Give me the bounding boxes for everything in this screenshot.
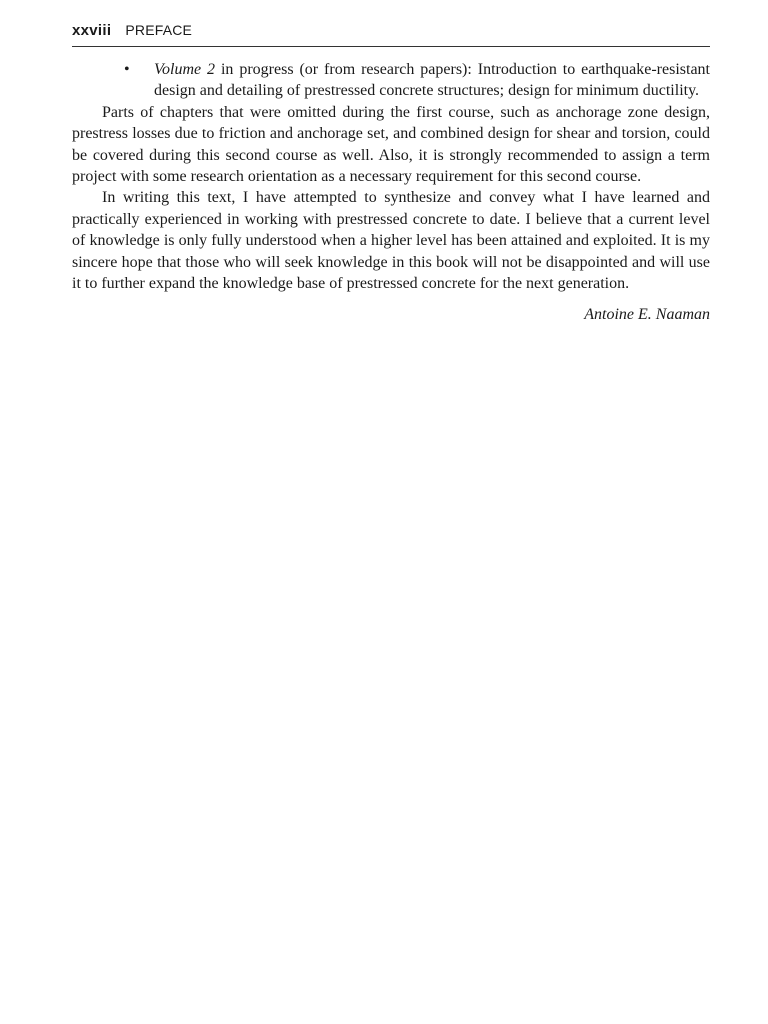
bullet-item-volume-2 (72, 59, 710, 102)
bullet-icon: • (124, 61, 130, 78)
bullet-italic-lead: Volume 2 (154, 61, 216, 78)
section-title: PREFACE (125, 22, 193, 38)
bullet-text (154, 59, 710, 102)
bullet-body: in progress (or from research papers): Introduction to earthquake-resistant design and detailing of prestressed concrete structures; design for minimum ductility. (154, 61, 710, 100)
body-text (72, 59, 710, 294)
running-header (72, 22, 710, 47)
document-page (72, 22, 710, 324)
paragraph-closing: In writing this text, I have attempted to synthesize and convey what I have learned and practically experienced in working with prestressed concrete to date. I believe that a current level of knowledge is only fully understood when a higher level has been attained and exploited. It is my sincere hope that those who will seek knowledge in this book will not be disappointed and will use it to further expand the knowledge base of prestressed concrete for the next generation. (72, 189, 710, 293)
page-number: xxviii (72, 22, 112, 39)
paragraph-second-course: Parts of chapters that were omitted during the first course, such as anchorage zone design, prestress losses due to friction and anchorage set, and combined design for shear and torsion, could be covered during this second course as well. Also, it is strongly recommended to assign a term project with some research orientation as a necessary requirement for this second course. (72, 103, 710, 186)
author-signature: Antoine E. Naaman (584, 306, 710, 324)
